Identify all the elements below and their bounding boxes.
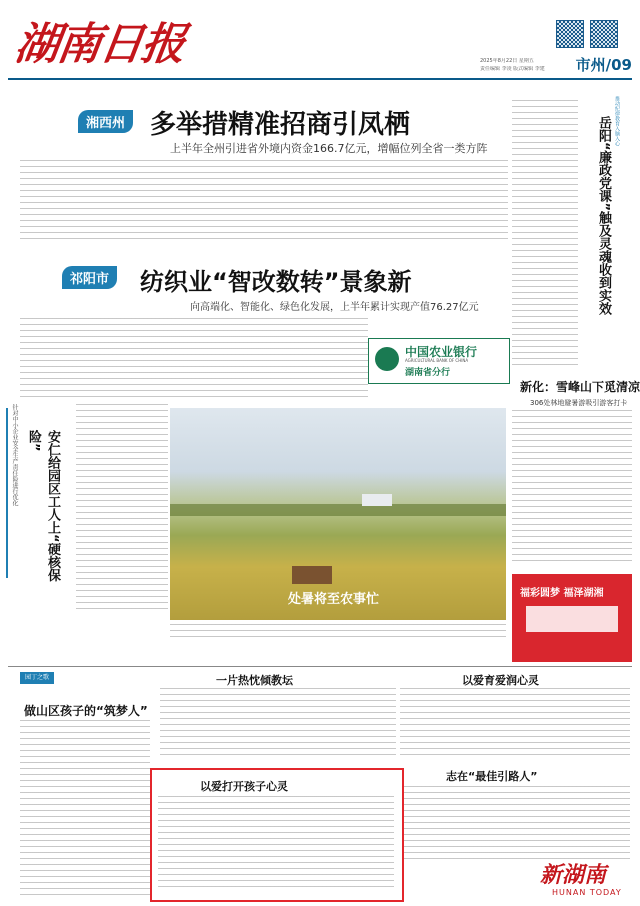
lottery-banner	[526, 606, 618, 632]
harvester	[292, 566, 332, 584]
left-kicker: 针对中小企业安全生产责任险进行优化	[11, 404, 18, 506]
bank-branch: 湖南省分行	[405, 368, 451, 378]
lottery-ad	[512, 574, 632, 662]
editor-line: 责任编辑 李凌 版式编辑 李建	[480, 66, 545, 72]
photo-credit	[170, 624, 506, 640]
bottom-rule	[8, 666, 632, 667]
region-tag-xiangxi: 湘西州	[78, 110, 133, 133]
col3-body	[400, 688, 630, 758]
right-story2-subhead: 306处林地避暑游吸引游客打卡	[530, 399, 628, 407]
col2-body	[160, 688, 396, 758]
col6-body	[404, 786, 630, 862]
second-headline: 纺织业“智改数转”景象新	[140, 268, 412, 296]
watermark-brand-en: HUNAN TODAY	[552, 888, 622, 897]
column-label: 园丁之歌	[20, 672, 54, 684]
right-story2-headline: 新化：雪峰山下觅清凉	[520, 380, 640, 394]
section-page: 市州/09	[575, 56, 632, 74]
qr-code-icon	[556, 20, 584, 48]
qr-code-icon	[590, 20, 618, 48]
right-vertical-headline: 岳阳“廉政党课”触及灵魂收到实效	[596, 116, 611, 316]
watermark-brand: 新湖南	[540, 863, 607, 888]
left-vertical-headline: 安仁给园区工人上“硬核保险”	[26, 430, 60, 582]
bank-name: 中国农业银行	[405, 345, 478, 359]
tree-line	[170, 504, 506, 516]
masthead-title: 湖南日报	[11, 19, 187, 70]
farm-photo	[170, 408, 506, 620]
header-rule	[8, 78, 632, 80]
bank-ad	[368, 338, 510, 384]
col3-title: 以爱育爱润心灵	[462, 674, 539, 687]
col1-body	[20, 720, 150, 896]
farm-house	[362, 494, 392, 506]
col2-title: 一片热忱倾教坛	[216, 674, 293, 687]
top-story-body	[20, 160, 508, 242]
left-column-rule	[6, 408, 8, 578]
photo-caption: 处暑将至农事忙	[288, 592, 380, 607]
col5-title: 以爱打开孩子心灵	[200, 780, 288, 793]
bank-name-en: AGRICULTURAL BANK OF CHINA	[405, 358, 469, 363]
highlighted-article	[150, 768, 404, 902]
bank-logo-icon	[375, 347, 399, 371]
top-subhead: 上半年全州引进省外境内资金166.7亿元，增幅位列全省一类方阵	[170, 142, 488, 155]
issue-date: 2025年8月22日 星期五	[480, 58, 534, 64]
right-story-body	[512, 100, 578, 370]
region-tag-qiyang: 祁阳市	[62, 266, 117, 289]
lottery-slogan: 福彩圆梦 福泽湖湘	[520, 588, 604, 599]
col6-title: 志在“最佳引路人”	[446, 770, 538, 783]
second-story-body-col	[76, 404, 168, 614]
second-story-body	[20, 318, 368, 402]
top-headline: 多举措精准招商引凤栖	[150, 110, 411, 140]
right-story2-body	[512, 410, 632, 564]
second-subhead: 向高端化、智能化、绿色化发展，上半年累计实现产值76.27亿元	[190, 302, 479, 313]
right-kicker: 推动纪律教育入脑入心	[614, 96, 620, 146]
col1-title: 做山区孩子的“筑梦人”	[24, 704, 148, 718]
col5-body	[158, 796, 394, 892]
